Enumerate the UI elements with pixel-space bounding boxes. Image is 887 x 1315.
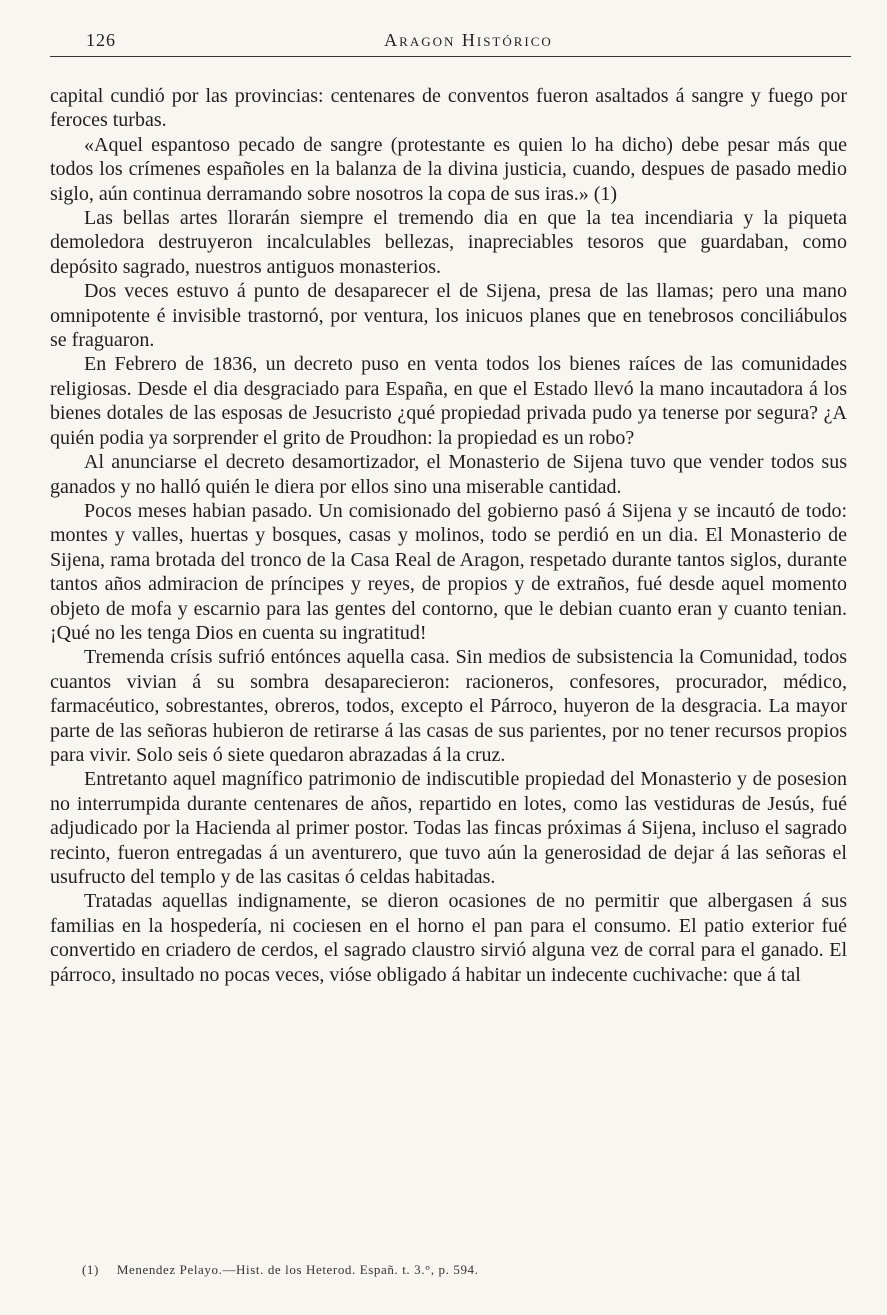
body-text xyxy=(50,84,847,987)
paragraph: Pocos meses habian pasado. Un comisionado del gobierno pasó á Sijena y se incautó de todo: montes y valles, huertas y bosques, casas y molinos, todo se perdió en un dia. El Monasterio de Sijena, rama brotada del tronco de la Casa Real de Aragon, respetado durante tantos siglos, durante tantos años admiracion de príncipes y reyes, de propios y de extraños, fué desde aquel momento objeto de mofa y escarnio para las gentes del contorno, que le debian cuanto eran y cuanto tenian. ¡Qué no les tenga Dios en cuenta su ingratitud! xyxy=(50,499,847,644)
header-rule xyxy=(50,56,851,57)
paragraph: Al anunciarse el decreto desamortizador, el Monasterio de Sijena tuvo que vender todos sus ganados y no halló quién le diera por ellos sino una miserable cantidad. xyxy=(50,451,847,498)
paragraph: Entretanto aquel magnífico patrimonio de indiscutible propiedad del Monasterio y de posesion no interrumpida durante centenares de años, repartido en lotes, como las vestiduras de Jesús, fué adjudicado por la Hacienda al primer postor. Todas las fincas próximas á Sijena, incluso el sagrado recinto, fueron entregadas á un aventurero, que tuvo aún la generosidad de dejar á las señoras el usufructo del templo y de las casitas ó celdas habitadas. xyxy=(50,768,847,888)
paragraph: capital cundió por las provincias: centenares de conventos fueron asaltados á sangre y fuego por feroces turbas. xyxy=(50,85,847,132)
footnote xyxy=(82,1262,479,1278)
paragraph: «Aquel espantoso pecado de sangre (protestante es quien lo ha dicho) debe pesar más que todos los crímenes españoles en la balanza de la divina justicia, cuando, despues de pasado medio siglo, aún continua derramando sobre nosotros la copa de sus iras.» (1) xyxy=(50,133,847,205)
paragraph: En Febrero de 1836, un decreto puso en venta todos los bienes raíces de las comunidades religiosas. Desde el dia desgraciado para España, en que el Estado llevó la mano incautadora á los bienes dotales de las esposas de Jesucristo ¿qué propiedad privada pudo ya tenerse por segura? ¿A quién podia ya sorprender el grito de Proudhon: la propiedad es un robo? xyxy=(50,353,847,449)
paragraph: Tratadas aquellas indignamente, se dieron ocasiones de no permitir que albergasen á sus familias en la hospedería, ni cociesen en el horno el pan para el consumo. El patio exterior fué convertido en criadero de cerdos, el sagrado claustro sirvió alguna vez de corral para el ganado. El párroco, insultado no pocas veces, vióse obligado á habitar un indecente cuchivache: que á tal xyxy=(50,890,847,986)
page-header xyxy=(86,28,851,52)
running-title: Aragon Histórico xyxy=(384,30,553,50)
page-number: 126 xyxy=(86,30,116,50)
footnote-text: Menendez Pelayo.—Hist. de los Heterod. Españ. t. 3.°, p. 594. xyxy=(116,1262,479,1277)
paragraph: Tremenda crísis sufrió entónces aquella casa. Sin medios de subsistencia la Comunidad, todos cuantos vivian á su sombra desaparecieron: racioneros, confesores, procurador, médico, farmacéutico, sobrestantes, obreros, todos, excepto el Párroco, huyeron de la desgracia. La mayor parte de las señoras hubieron de retirarse á las casas de sus parientes, por no tener recursos propios para vivir. Solo seis ó siete quedaron abrazadas á la cruz. xyxy=(50,646,847,766)
footnote-mark: (1) xyxy=(82,1262,99,1277)
paragraph: Dos veces estuvo á punto de desaparecer el de Sijena, presa de las llamas; pero una mano omnipotente é invisible trastornó, por ventura, los inicuos planes que en tenebrosos conciliábulos se fraguaron. xyxy=(50,280,847,352)
paragraph: Las bellas artes llorarán siempre el tremendo dia en que la tea incendiaria y la piqueta demoledora destruyeron incalculables bellezas, inapreciables tesoros que guardaban, como depósito sagrado, nuestros antiguos monasterios. xyxy=(50,207,847,278)
